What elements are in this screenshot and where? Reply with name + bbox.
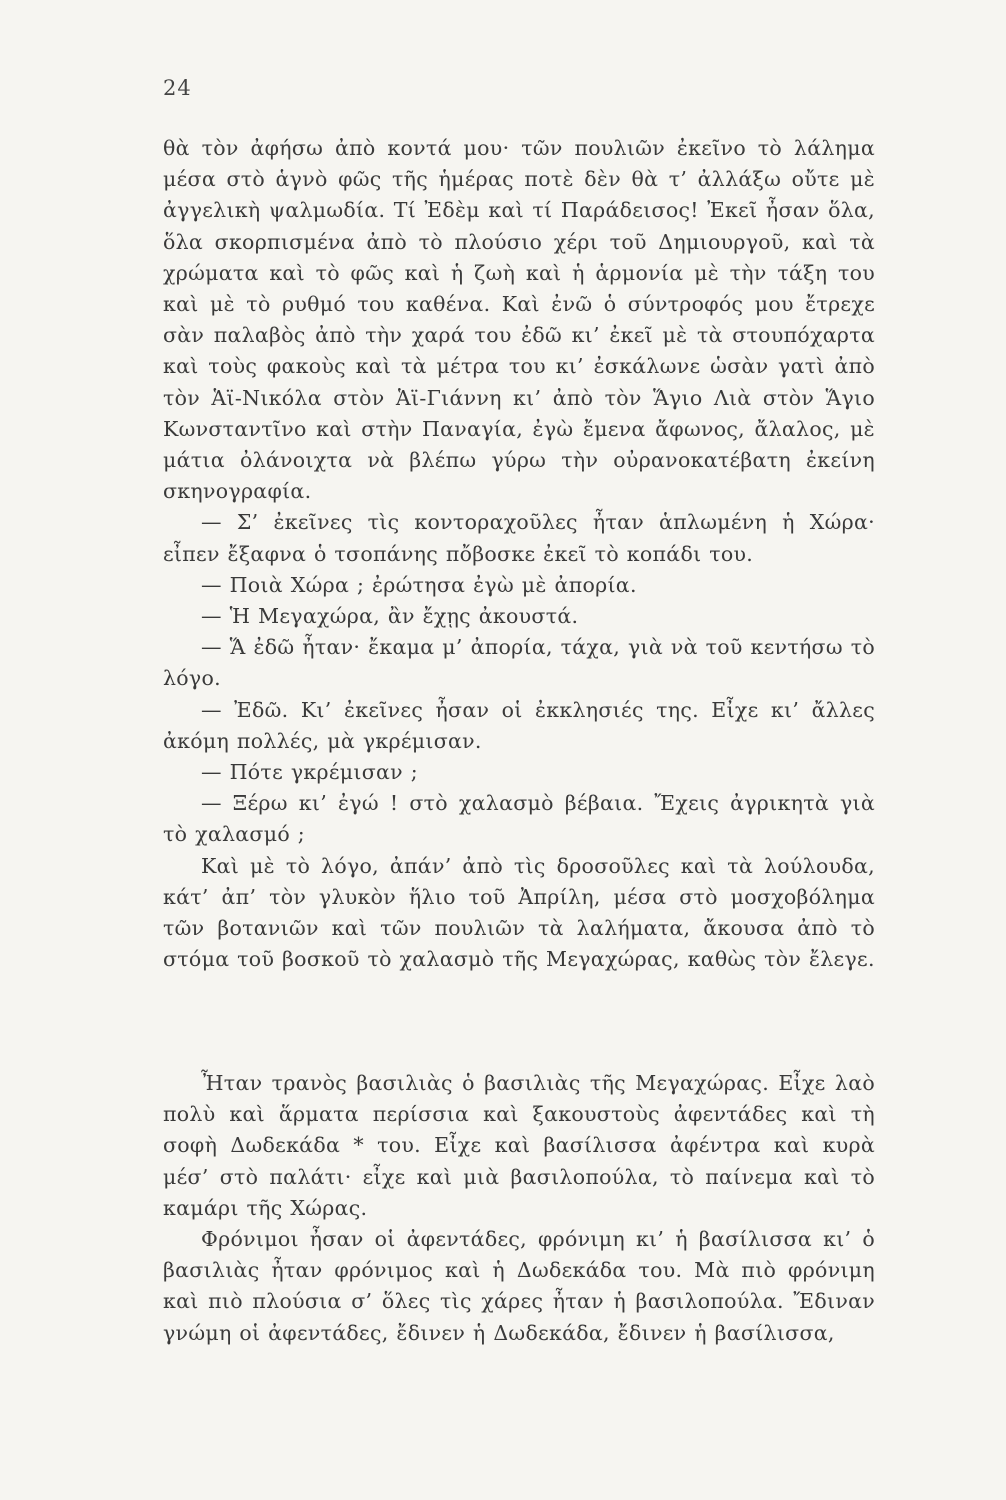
dialogue-line: — Ἡ Μεγαχώρα, ἂν ἔχῃς ἀκουστά. [201,604,579,629]
paragraph: θὰ τὸν ἀφήσω ἀπὸ κοντά μου· τῶν πουλιῶν ἐκεῖνο τὸ λάλημα μέσα στὸ ἁγνὸ φῶς τῆς ἡμέρας ποτὲ δὲν θὰ τ’ ἀλλάξω οὔτε μὲ ἀγγελικὴ ψαλμωδία. Τί Ἐδὲμ καὶ τί Παράδεισος! Ἐκεῖ ἦσαν ὅλα, ὅλα σκορπισμένα ἀπὸ τὸ πλούσιο χέρι τοῦ Δημιουργοῦ, καὶ τὰ χρώματα καὶ τὸ φῶς καὶ ἡ ζωὴ καὶ ἡ ἁρμονία μὲ τὴν τάξη του καὶ μὲ τὸ ρυθμό του καθένα. Καὶ ἐνῶ ὁ σύντροφός μου ἔτρεχε σὰν παλαβὸς ἀπὸ τὴν χαρά του ἐδῶ κι’ ἐκεῖ μὲ τὰ στουπόχαρτα καὶ τοὺς φακοὺς καὶ τὰ μέτρα του κι’ ἐσκάλωνε ὡσὰν γατὶ ἀπὸ τὸν Ἁϊ-Νικόλα στὸν Ἁϊ-Γιάννη κι’ ἀπὸ τὸν Ἅγιο Λιὰ στὸν Ἅγιο Κωνσταντῖνο καὶ στὴν Παναγία, ἐγὼ ἔμενα ἄφωνος, ἄλαλος, μὲ μάτια ὀλάνοιχτα νὰ βλέπω γύρω τὴν οὐρανοκατέβατη ἐκείνη σκηνογραφία. [163,136,875,504]
text-block-upper [163,133,875,975]
dialogue-line: — Ἅ ἐδῶ ἦταν· ἔκαμα μ’ ἀπορία, τάχα, γιὰ νὰ τοῦ κεντήσω τὸ λόγο. [163,635,875,691]
paragraph: Ἦταν τρανὸς βασιλιὰς ὁ βασιλιὰς τῆς Μεγαχώρας. Εἶχε λαὸ πολὺ καὶ ἅρματα περίσσια καὶ ξακουστοὺς ἀφεντάδες καὶ τὴ σοφὴ Δωδεκάδα * του. Εἶχε καὶ βασίλισσα ἀφέντρα καὶ κυρὰ μέσ’ στὸ παλάτι· εἶχε καὶ μιὰ βασιλοπούλα, τὸ παίνεμα καὶ τὸ καμάρι τῆς Χώρας. [163,1071,875,1220]
dialogue-line: — Σ’ ἐκεῖνες τὶς κοντοραχοῦλες ἦταν ἁπλωμένη ἡ Χώρα· εἶπεν ἔξαφνα ὁ τσοπάνης πὄβοσκε ἐκεῖ τὸ κοπάδι του. [163,510,875,566]
text-block-lower [163,1068,875,1349]
paragraph: Καὶ μὲ τὸ λόγο, ἀπάν’ ἀπὸ τὶς δροσοῦλες καὶ τὰ λούλουδα, κάτ’ ἀπ’ τὸν γλυκὸν ἥλιο τοῦ Ἀπρίλη, μέσα στὸ μοσχοβόλημα τῶν βοτανιῶν καὶ τῶν πουλιῶν τὰ λαλήματα, ἄκουσα ἀπὸ τὸ στόμα τοῦ βοσκοῦ τὸ χαλασμὸ τῆς Μεγαχώρας, καθὼς τὸν ἔλεγε. [163,853,875,972]
dialogue-line: — Ποιὰ Χώρα ; ἐρώτησα ἐγὼ μὲ ἀπορία. [201,572,637,597]
paragraph: Φρόνιμοι ἦσαν οἱ ἀφεντάδες, φρόνιμη κι’ ἡ βασίλισσα κι’ ὁ βασιλιὰς ἦταν φρόνιμος καὶ ἡ Δωδεκάδα του. Μὰ πιὸ φρόνιμη καὶ πιὸ πλούσια σ’ ὅλες τὶς χάρες ἦταν ἡ βασιλοπούλα. Ἔδιναν γνώμη οἱ ἀφεντάδες, ἔδινεν ἡ Δωδεκάδα, ἔδινεν ἡ βασίλισσα, [163,1227,875,1345]
dialogue-line: — Ξέρω κι’ ἐγώ ! στὸ χαλασμὸ βέβαια. Ἔχεις ἀγρικητὰ γιὰ τὸ χαλασμό ; [163,791,875,847]
page-number: 24 [163,76,192,100]
dialogue-line: — Ἐδῶ. Κι’ ἐκεῖνες ἦσαν οἱ ἐκκλησιές της. Εἶχε κι’ ἄλλες ἀκόμη πολλές, μὰ γκρέμισαν. [163,697,875,753]
dialogue-line: — Πότε γκρέμισαν ; [201,760,418,785]
